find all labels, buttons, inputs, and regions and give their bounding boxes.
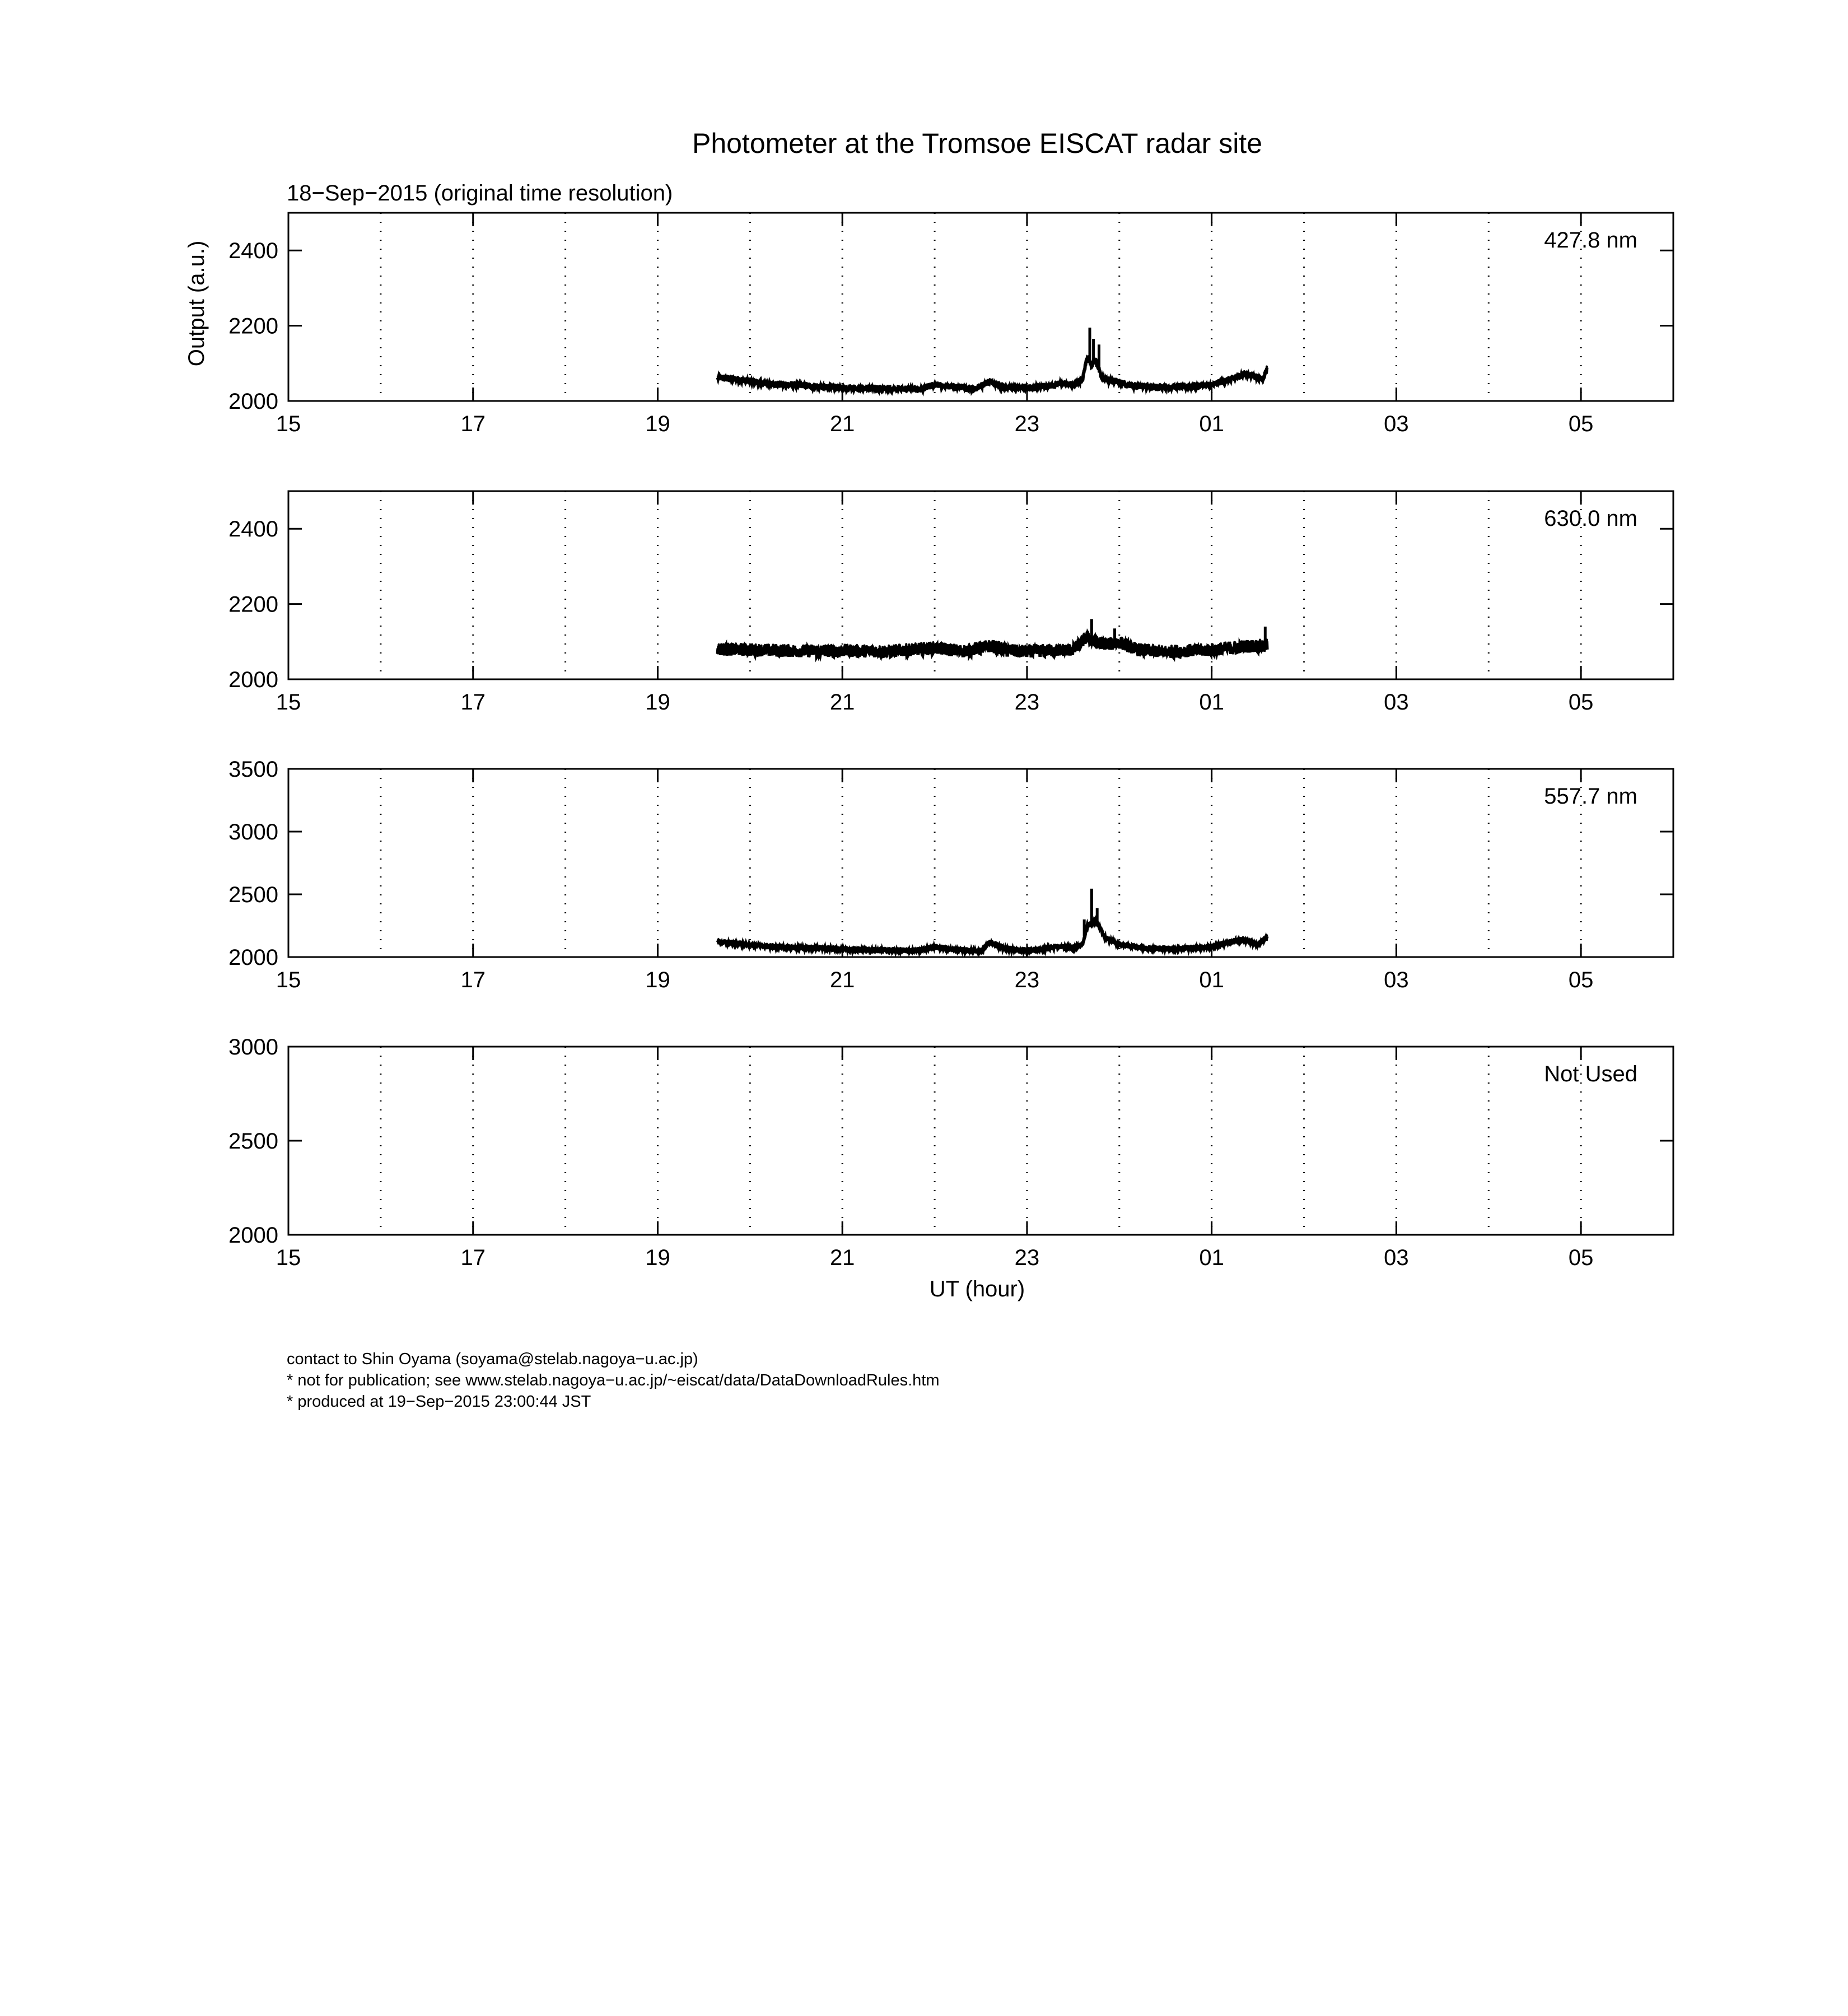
panel-3 <box>228 757 1673 992</box>
chart-panels <box>228 213 1673 1270</box>
x-tick-label: 21 <box>829 1245 855 1270</box>
x-tick-label: 21 <box>829 412 855 436</box>
y-tick-label: 3000 <box>228 820 278 844</box>
y-tick-label: 2000 <box>228 945 278 970</box>
panel-2 <box>228 491 1673 715</box>
y-tick-label: 3000 <box>228 1035 278 1060</box>
x-tick-label: 03 <box>1384 1245 1409 1270</box>
footer-line-2: * not for publication; see www.stelab.nagoya−u.ac.jp/~eiscat/data/DataDownloadRules.htm <box>287 1371 940 1389</box>
x-tick-label: 03 <box>1384 412 1409 436</box>
panel-label: 557.7 nm <box>1544 784 1637 809</box>
data-line-band <box>718 921 1267 953</box>
x-tick-label: 15 <box>276 1245 301 1270</box>
x-tick-label: 23 <box>1014 1245 1040 1270</box>
panel-label: 427.8 nm <box>1544 228 1637 253</box>
x-tick-label: 17 <box>460 690 486 715</box>
y-tick-label: 2000 <box>228 668 278 692</box>
x-tick-label: 01 <box>1199 1245 1224 1270</box>
y-tick-label: 2500 <box>228 1129 278 1154</box>
x-tick-label: 17 <box>460 1245 486 1270</box>
x-tick-label: 15 <box>276 690 301 715</box>
x-tick-label: 03 <box>1384 968 1409 992</box>
x-tick-label: 01 <box>1199 968 1224 992</box>
x-axis-label: UT (hour) <box>929 1277 1025 1301</box>
y-tick-label: 2000 <box>228 1223 278 1248</box>
x-tick-label: 17 <box>460 412 486 436</box>
panel-4 <box>228 1035 1673 1270</box>
y-tick-label: 2400 <box>228 239 278 264</box>
x-tick-label: 19 <box>645 1245 670 1270</box>
x-tick-label: 19 <box>645 412 670 436</box>
figure-title: Photometer at the Tromsoe EISCAT radar site <box>692 128 1263 159</box>
data-line-band <box>718 633 1267 658</box>
x-tick-label: 01 <box>1199 412 1224 436</box>
figure-subtitle: 18−Sep−2015 (original time resolution) <box>287 181 673 206</box>
x-tick-label: 21 <box>829 690 855 715</box>
x-tick-label: 17 <box>460 968 486 992</box>
x-tick-label: 23 <box>1014 412 1040 436</box>
footer-line-1: contact to Shin Oyama (soyama@stelab.nagoya−u.ac.jp) <box>287 1350 698 1368</box>
x-tick-label: 05 <box>1568 690 1594 715</box>
x-tick-label: 01 <box>1199 690 1224 715</box>
y-tick-label: 3500 <box>228 757 278 782</box>
x-tick-label: 15 <box>276 968 301 992</box>
axes-box <box>288 213 1673 401</box>
panel-label: Not Used <box>1544 1062 1637 1086</box>
x-tick-label: 23 <box>1014 968 1040 992</box>
y-tick-label: 2200 <box>228 592 278 617</box>
axes-box <box>288 769 1673 957</box>
x-tick-label: 19 <box>645 690 670 715</box>
footer-line-3: * produced at 19−Sep−2015 23:00:44 JST <box>287 1393 591 1411</box>
panel-label: 630.0 nm <box>1544 506 1637 531</box>
y-tick-label: 2000 <box>228 389 278 414</box>
x-tick-label: 19 <box>645 968 670 992</box>
axes-box <box>288 1047 1673 1235</box>
x-tick-label: 03 <box>1384 690 1409 715</box>
x-tick-label: 05 <box>1568 1245 1594 1270</box>
y-axis-label: Output (a.u.) <box>184 240 209 367</box>
y-tick-label: 2200 <box>228 314 278 339</box>
panel-1 <box>228 213 1673 436</box>
y-tick-label: 2400 <box>228 517 278 542</box>
x-tick-label: 15 <box>276 412 301 436</box>
x-tick-label: 05 <box>1568 968 1594 992</box>
x-tick-label: 21 <box>829 968 855 992</box>
data-line-band <box>718 358 1267 391</box>
x-tick-label: 05 <box>1568 412 1594 436</box>
x-tick-label: 23 <box>1014 690 1040 715</box>
y-tick-label: 2500 <box>228 883 278 907</box>
